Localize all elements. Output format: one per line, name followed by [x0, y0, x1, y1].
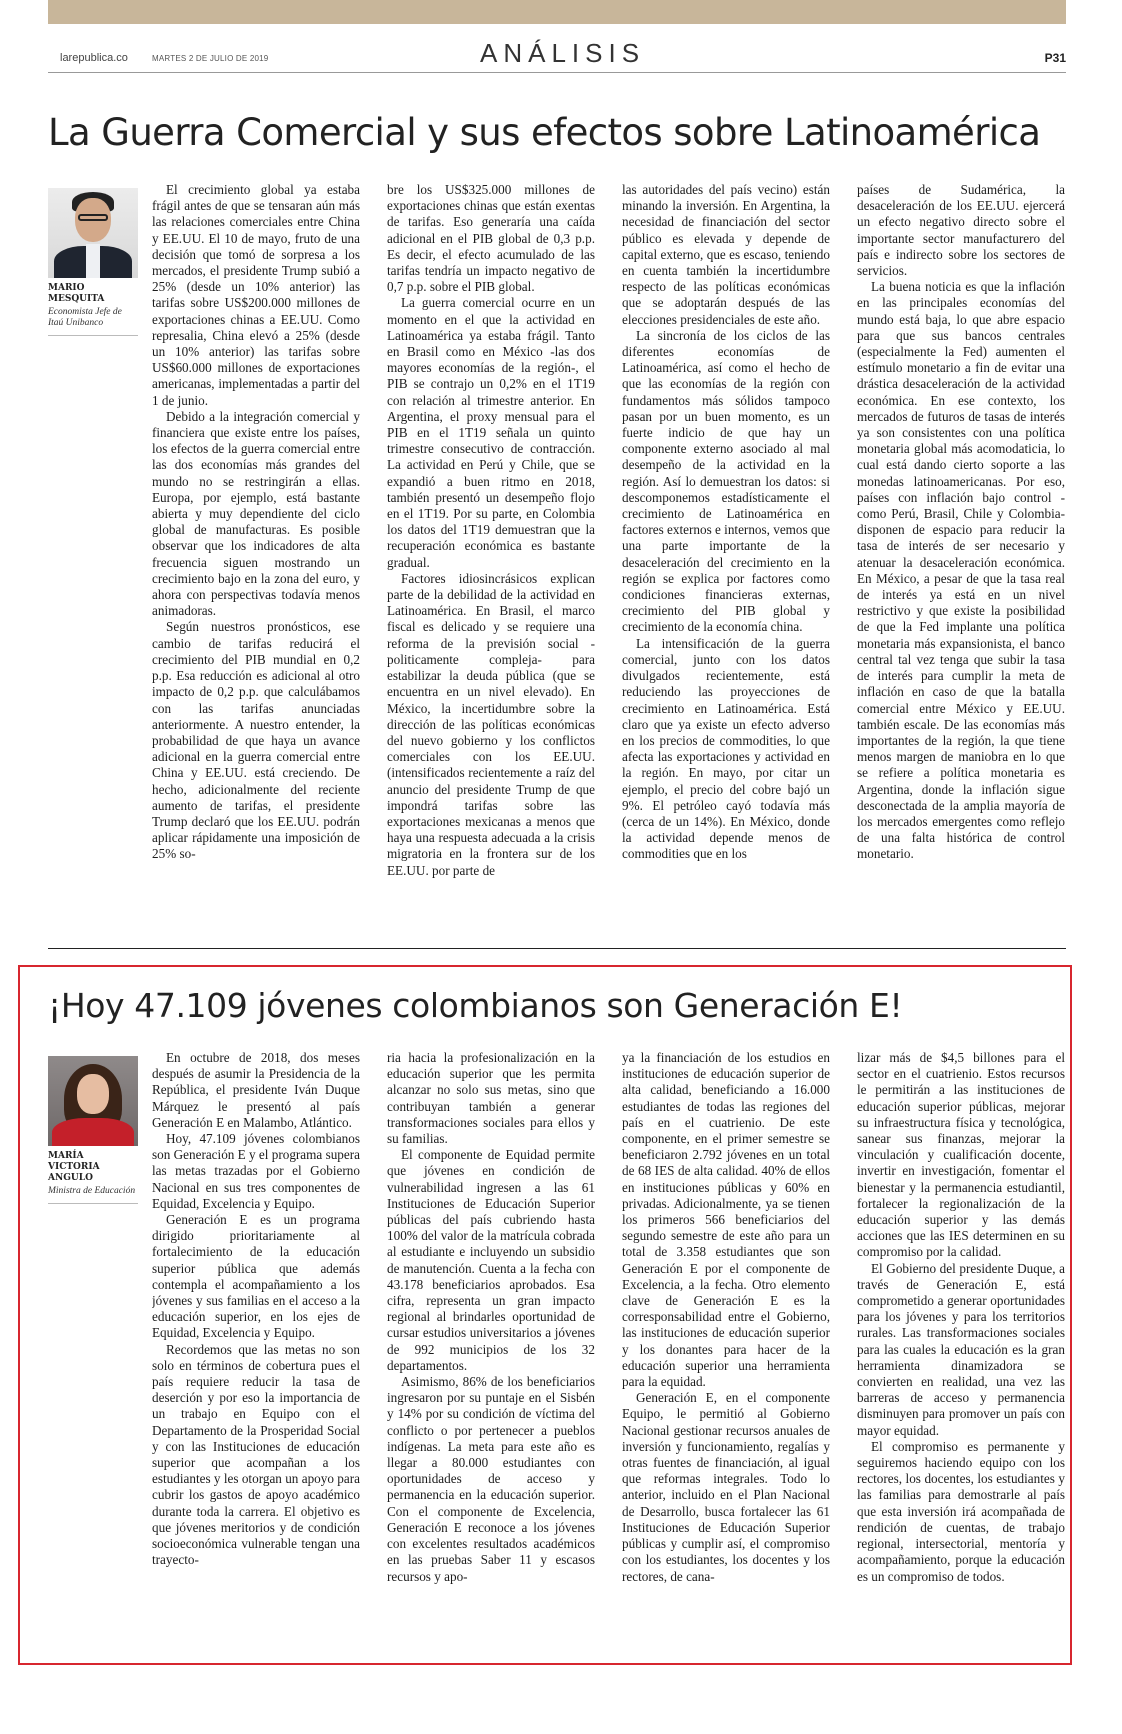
site-name[interactable]: larepublica.co	[60, 52, 128, 64]
author-divider	[48, 1203, 138, 1204]
article-1-title: La Guerra Comercial y sus efectos sobre Latinoamérica	[48, 111, 1041, 154]
article-1-author	[48, 188, 138, 336]
author-photo	[48, 188, 138, 278]
article-1-column-3: las autoridades del país vecino) están minando la inversión. En Argentina, la necesidad de financiación del sector público es elevada y depende de capital externo, que es escaso, teniendo en cuenta también la incertidumbre respecto de las políticas económicas que se adoptarán después de las elecciones presidenciales de este año. La sincronía de los ciclos de las diferentes economías de Latinoamérica, así como el hecho de que las economías de la región con fundamentos más sólidos tampoco pasan por un buen momento, es un fuerte indicio de que hay un componente externo asociado al mal desempeño de la actividad en la región. Así lo demuestran los datos: si descomponemos estadísticamente el crecimiento de Latinoamérica en factores externos e internos, vemos que una parte importante de la desaceleración del crecimiento en la región se explica por factores como condiciones financieras externas, crecimiento del PIB global y crecimiento de la economía china. La intensificación de la guerra comercial, junto con los datos divulgados recientemente, está reduciendo las proyecciones de crecimiento en Latinoamérica. Está claro que ya existe un efecto adverso en los precios de commodities, lo que afecta las exportaciones y actividad en la región. En mayo, por citar un ejemplo, el precio del cobre bajó un 9%. El petróleo cayó todavía más (cerca de un 14%). En México, donde la actividad depende menos de commodities que en los	[622, 182, 830, 862]
author-name: MARÍA VICTORIA ANGULO	[48, 1151, 100, 1183]
author-name: MARIO MESQUITA	[48, 283, 105, 304]
section-title: ANÁLISIS	[480, 38, 646, 68]
article-2-column-3: ya la financiación de los estudios en instituciones de educación superior de alta calidad, beneficiando a 16.000 estudiantes de todas las regiones del país en el cuatrienio. De este componente, en el primer semestre se beneficiaron 2.792 jóvenes en un total de 68 IES de alta calidad. 40% de ellos en instituciones públicas y 60% en privadas. Adicionalmente, ya se tienen los primeros 566 beneficiarios del segundo semestre de este año para un total de 3.358 estudiantes que son Generación E por el componente de Excelencia, a la fecha. Otro elemento clave de Generación E es la corresponsabilidad entre el Gobierno, las instituciones de educación superior y los donantes para hacer de la educación superior una herramienta para la equidad. Generación E, en el componente Equipo, le permitió al Gobierno Nacional gestionar recursos anuales de inversión y funcionamiento, regalías y otras fuentes de financiación, al igual que reformas integrales. Todo lo anterior, incluido en el Plan Nacional de Desarrollo, busca fortalecer las 61 Instituciones de Educación Superior públicas y cumplir así, el compromiso con los estudiantes, los docentes y los rectores, de cana-	[622, 1050, 830, 1584]
article-1-body	[152, 182, 1065, 942]
article-1-column-2: bre los US$325.000 millones de exportaciones chinas que están exentas de tarifas. Eso generaría una caída adicional en el PIB global de 0,3 p.p. Es decir, el efecto acumulado de las tarifas tendría un impacto negativo de 0,7 p.p. sobre el PIB global. La guerra comercial ocurre en un momento en el que la actividad en Latinoamérica ya estaba frágil. Tanto en Brasil como en México -las dos mayores economías de la región-, el PIB se contrajo un 0,2% en el 1T19 con relación al trimestre anterior. En Argentina, el proxy mensual para el PIB en el 1T19 señala un quinto trimestre consecutivo de contracción. La actividad en Perú y Chile, que se expandió a buen ritmo en 2018, también presentó un desempeño flojo en el 1T19. Por su parte, en Colombia los datos del 1T19 demuestran que la recuperación económica es bastante gradual. Factores idiosincrásicos explican parte de la debilidad de la actividad en Latinoamérica. En Brasil, el marco fiscal es delicado y se requiere una reforma de la previsión social -politicamente compleja- para estabilizar la deuda pública (que se encuentra en un nivel elevado). En México, la incertidumbre sobre la dirección de las políticas económicas del nuevo gobierno y los conflictos comerciales con los EE.UU. (intensificados recientemente a raíz del anuncio del presidente Trump de que impondrá tarifas sobre las exportaciones mexicanas a menos que haya una respuesta adecuada a la crisis migratoria en la frontera sur de los EE.UU. por parte de	[387, 182, 595, 878]
article-2-column-2: ria hacia la profesionalización en la educación superior que les permita alcanzar no solo sus metas, sino que contribuyan también a generar transformaciones sociales para ellos y su familias. El componente de Equidad permite que jóvenes en condición de vulnerabilidad ingresen a las 61 Instituciones de Educación Superior públicas del país cubriendo hasta 100% del valor de la matrícula cobrada al estudiante e incluyendo un subsidio de manutención. Cuenta a la fecha con 43.178 beneficiarios aprobados. Esa cifra, representa un gran impacto regional al brindarles oportunidad de cursar estudios universitarios a jóvenes de 992 municipios de los 32 departamentos. Asimismo, 86% de los beneficiarios ingresaron por su puntaje en el Sisbén y 14% por su condición de víctima del conflicto o por pertenecer a pueblos indígenas. La meta para este año es llegar a 80.000 estudiantes con oportunidades de acceso y permanencia en la educación superior. Con el componente de Excelencia, Generación E reconoce a los jóvenes con excelentes resultados académicos en las pruebas Saber 11 y escasos recursos y apo-	[387, 1050, 595, 1584]
author-role: Ministra de Educación	[48, 1186, 136, 1196]
article-1-column-4: países de Sudamérica, la desaceleración de los EE.UU. ejercerá un efecto negativo directo sobre el importante sector manufacturero del país e indirecto sobre los sectores de servicios. La buena noticia es que la inflación en las principales economías del mundo está baja, lo que abre espacio para que sus bancos centrales (especialmente la Fed) aumenten el estímulo monetario a fin de evitar una drástica desaceleración de la actividad económica. En ese contexto, los mercados de futuros de tasas de interés ya son consistentes con una política monetaria global más acomodaticia, lo cual está dando cierto soporte a las monedas latinoamericanas. Por eso, países con inflación bajo control -como Perú, Brasil, Chile y Colombia- disponen de espacio para reducir la tasa de interés de ser necesario y atenuar la desaceleración económica. En México, a pesar de que la tasa real de interés ya está en un nivel restrictivo y que existe la posibilidad de que la Fed implante una política monetaria más expansionista, el banco central tal vez tenga que subir la tasa de interés para cumplir la meta de inflación en caso de que la batalla comercial entre México y EE.UU. también escale. De las economías más importantes de la región, la que tiene menos margen de maniobra en lo que se refiere a política monetaria es Argentina, donde la inflación sigue desconectada de la amplia mayoría de los mercados emergentes como reflejo de una falta histórica de control monetario.	[857, 182, 1065, 862]
issue-date: MARTES 2 DE JULIO DE 2019	[152, 54, 269, 63]
article-2-column-1: En octubre de 2018, dos meses después de asumir la Presidencia de la República, el presidente Iván Duque Márquez le presentó al país Generación E en Malambo, Atlántico. Hoy, 47.109 jóvenes colombianos son Generación E y el programa supera las metas trazadas por el Gobierno Nacional en sus tres componentes de Equidad, Excelencia y Equipo. Generación E es un programa dirigido prioritariamente al fortalecimiento de la educación superior pública que además contempla el acompañamiento a los jóvenes y sus familias en el acceso a la educación superior, en los ejes de Equidad, Excelencia y Equipo. Recordemos que las metas no son solo en términos de cobertura pues el país requiere reducir la tasa de deserción y por eso la importancia de un trabajo en Equipo con el Departamento de la Prosperidad Social y con las Instituciones de educación superior que acompañan a los estudiantes y les otorgan un apoyo para cubrir los gastos de apoyo académico durante toda la carrera. El objetivo es que jóvenes meritorios y de condición socioeconómica vulnerable tengan una trayecto-	[152, 1050, 360, 1568]
article-1-column-1: El crecimiento global ya estaba frágil antes de que se tensaran aún más las relaciones comerciales entre China y EE.UU. El 10 de mayo, fruto de una decisión que tomó de sorpresa a los mercados, el presidente Trump subió a 25% (desde un 10% anterior) las tarifas sobre US$200.000 millones de exportaciones chinas a EE.UU. Como represalia, China elevó a 25% (desde un 10% anterior) las tarifas sobre US$60.000 millones de exportaciones americanas, implementadas a partir del 1 de junio. Debido a la integración comercial y financiera que existe entre los países, los efectos de la guerra comercial entre las dos economías más grandes del mundo no se restringirán a ellas. Europa, por ejemplo, está bastante abierta y muy dependiente del ciclo global de manufacturas. Es posible observar que los indicadores de alta frecuencia siguen mostrando un crecimiento bajo en la zona del euro, y ahora con perspectivas todavía menos animadoras. Según nuestros pronósticos, ese cambio de tarifas reducirá el crecimiento del PIB mundial en 0,2 p.p. Esa reducción es adicional al otro impacto de 0,2 p.p. que calculábamos con las tarifas anunciadas anteriormente. A nuestro entender, la probabilidad de que haya un avance adicional en la guerra comercial entre China y EE.UU. está creciendo. De hecho, adicionalmente del reciente aumento de tarifas, el presidente Trump declaró que los EE.UU. podrán aplicar rápidamente una imposición de 25% so-	[152, 182, 360, 862]
top-color-bar	[48, 0, 1066, 24]
article-2-column-4: lizar más de $4,5 billones para el sector en el cuatrienio. Estos recursos le permitirán a las instituciones de educación superior públicas, mejorar su infraestructura física y tecnológica, sanear sus finanzas, mejorar la vinculación y cualificación docente, invertir en investigación, fomentar el bienestar y la permanencia estudiantil, fortalecer la regionalización de la educación superior y las demás acciones que las IES determinen en su compromiso por la calidad. El Gobierno del presidente Duque, a través de Generación E, está comprometido a generar oportunidades para los jóvenes y para los territorios rurales. Las transformaciones sociales para las cuales la educación es la gran herramienta dinamizadora se convierten en realidad, una vez las barreras de acceso y permanencia disminuyen para promover un país con mayor equidad. El compromiso es permanente y seguiremos haciendo equipo con los rectores, los docentes, los estudiantes y las familias para demostrarle al país que esta inversión irá acompañada de rendición de cuentas, de trabajo regional, intersectorial, mentoría y acompañamiento, porque la educación es un compromiso de todos.	[857, 1050, 1065, 1584]
page-header	[48, 38, 1066, 73]
author-divider	[48, 335, 138, 336]
article-2-author	[48, 1056, 138, 1204]
article-2-title: ¡Hoy 47.109 jóvenes colombianos son Generación E!	[48, 986, 903, 1025]
article-separator	[48, 948, 1066, 949]
page-number: P31	[1044, 51, 1066, 65]
article-2-body	[152, 1050, 1065, 1650]
author-role: Economista Jefe de Itaú Unibanco	[48, 307, 122, 328]
author-photo	[48, 1056, 138, 1146]
